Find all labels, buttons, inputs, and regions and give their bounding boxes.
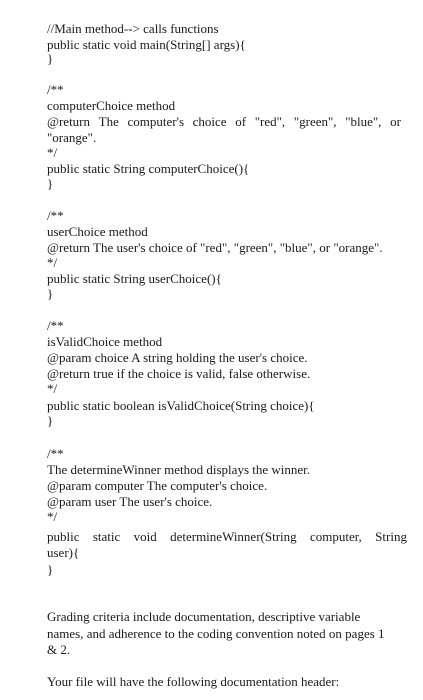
dw-title: The determineWinner method displays the winner. xyxy=(47,462,311,477)
cc-return-line-2: "orange". xyxy=(47,130,97,145)
uc-close-brace: } xyxy=(47,286,54,301)
word: "blue", xyxy=(345,114,382,129)
word: void xyxy=(133,529,157,544)
main-signature: public static void main(String[] args){ xyxy=(47,37,246,52)
dw-comment-open: /** xyxy=(47,446,64,461)
cc-comment-close: */ xyxy=(47,145,58,160)
cc-title: computerChoice method xyxy=(47,98,176,113)
uc-title: userChoice method xyxy=(47,224,148,239)
dw-close-brace: } xyxy=(47,562,54,577)
word: determineWinner(String xyxy=(170,529,297,544)
iv-return: @return true if the choice is valid, false otherwise. xyxy=(47,366,311,381)
word: public xyxy=(47,529,80,544)
uc-comment-open: /** xyxy=(47,208,64,223)
iv-param: @param choice A string holding the user's choice. xyxy=(47,350,308,365)
word: @return xyxy=(47,114,91,129)
iv-close-brace: } xyxy=(47,413,54,428)
word: "red", xyxy=(254,114,286,129)
uc-return: @return The user's choice of "red", "green", "blue", or "orange". xyxy=(47,240,383,255)
documentation-header-note: Your file will have the following documentation header: xyxy=(47,674,340,689)
iv-signature: public static boolean isValidChoice(String choice){ xyxy=(47,398,315,413)
word: or xyxy=(390,114,401,129)
word: "green", xyxy=(293,114,337,129)
word: static xyxy=(92,529,121,544)
cc-signature: public static String computerChoice(){ xyxy=(47,161,250,176)
grading-criteria-line-1: Grading criteria include documentation, descriptive variable xyxy=(47,609,361,624)
dw-param-user: @param user The user's choice. xyxy=(47,494,213,509)
iv-comment-open: /** xyxy=(47,318,64,333)
main-close-brace: } xyxy=(47,51,54,66)
cc-close-brace: } xyxy=(47,176,54,191)
word: The xyxy=(98,114,119,129)
grading-criteria-line-3: & 2. xyxy=(47,642,71,657)
cc-comment-open: /** xyxy=(47,82,64,97)
word: of xyxy=(235,114,247,129)
word: choice xyxy=(192,114,227,129)
grading-criteria-line-2: names, and adherence to the coding convention noted on pages 1 xyxy=(47,626,385,641)
uc-comment-close: */ xyxy=(47,255,58,270)
cc-return-line-1 xyxy=(47,114,401,129)
main-comment: //Main method--> calls functions xyxy=(47,21,219,36)
dw-comment-close: */ xyxy=(47,509,58,524)
word: String xyxy=(375,529,407,544)
iv-comment-close: */ xyxy=(47,381,58,396)
iv-title: isValidChoice method xyxy=(47,334,163,349)
uc-signature: public static String userChoice(){ xyxy=(47,271,222,286)
dw-param-computer: @param computer The computer's choice. xyxy=(47,478,268,493)
dw-signature-line-2: user){ xyxy=(47,545,80,560)
word: computer, xyxy=(309,529,362,544)
dw-signature-line-1 xyxy=(47,529,407,544)
word: computer's xyxy=(127,114,185,129)
